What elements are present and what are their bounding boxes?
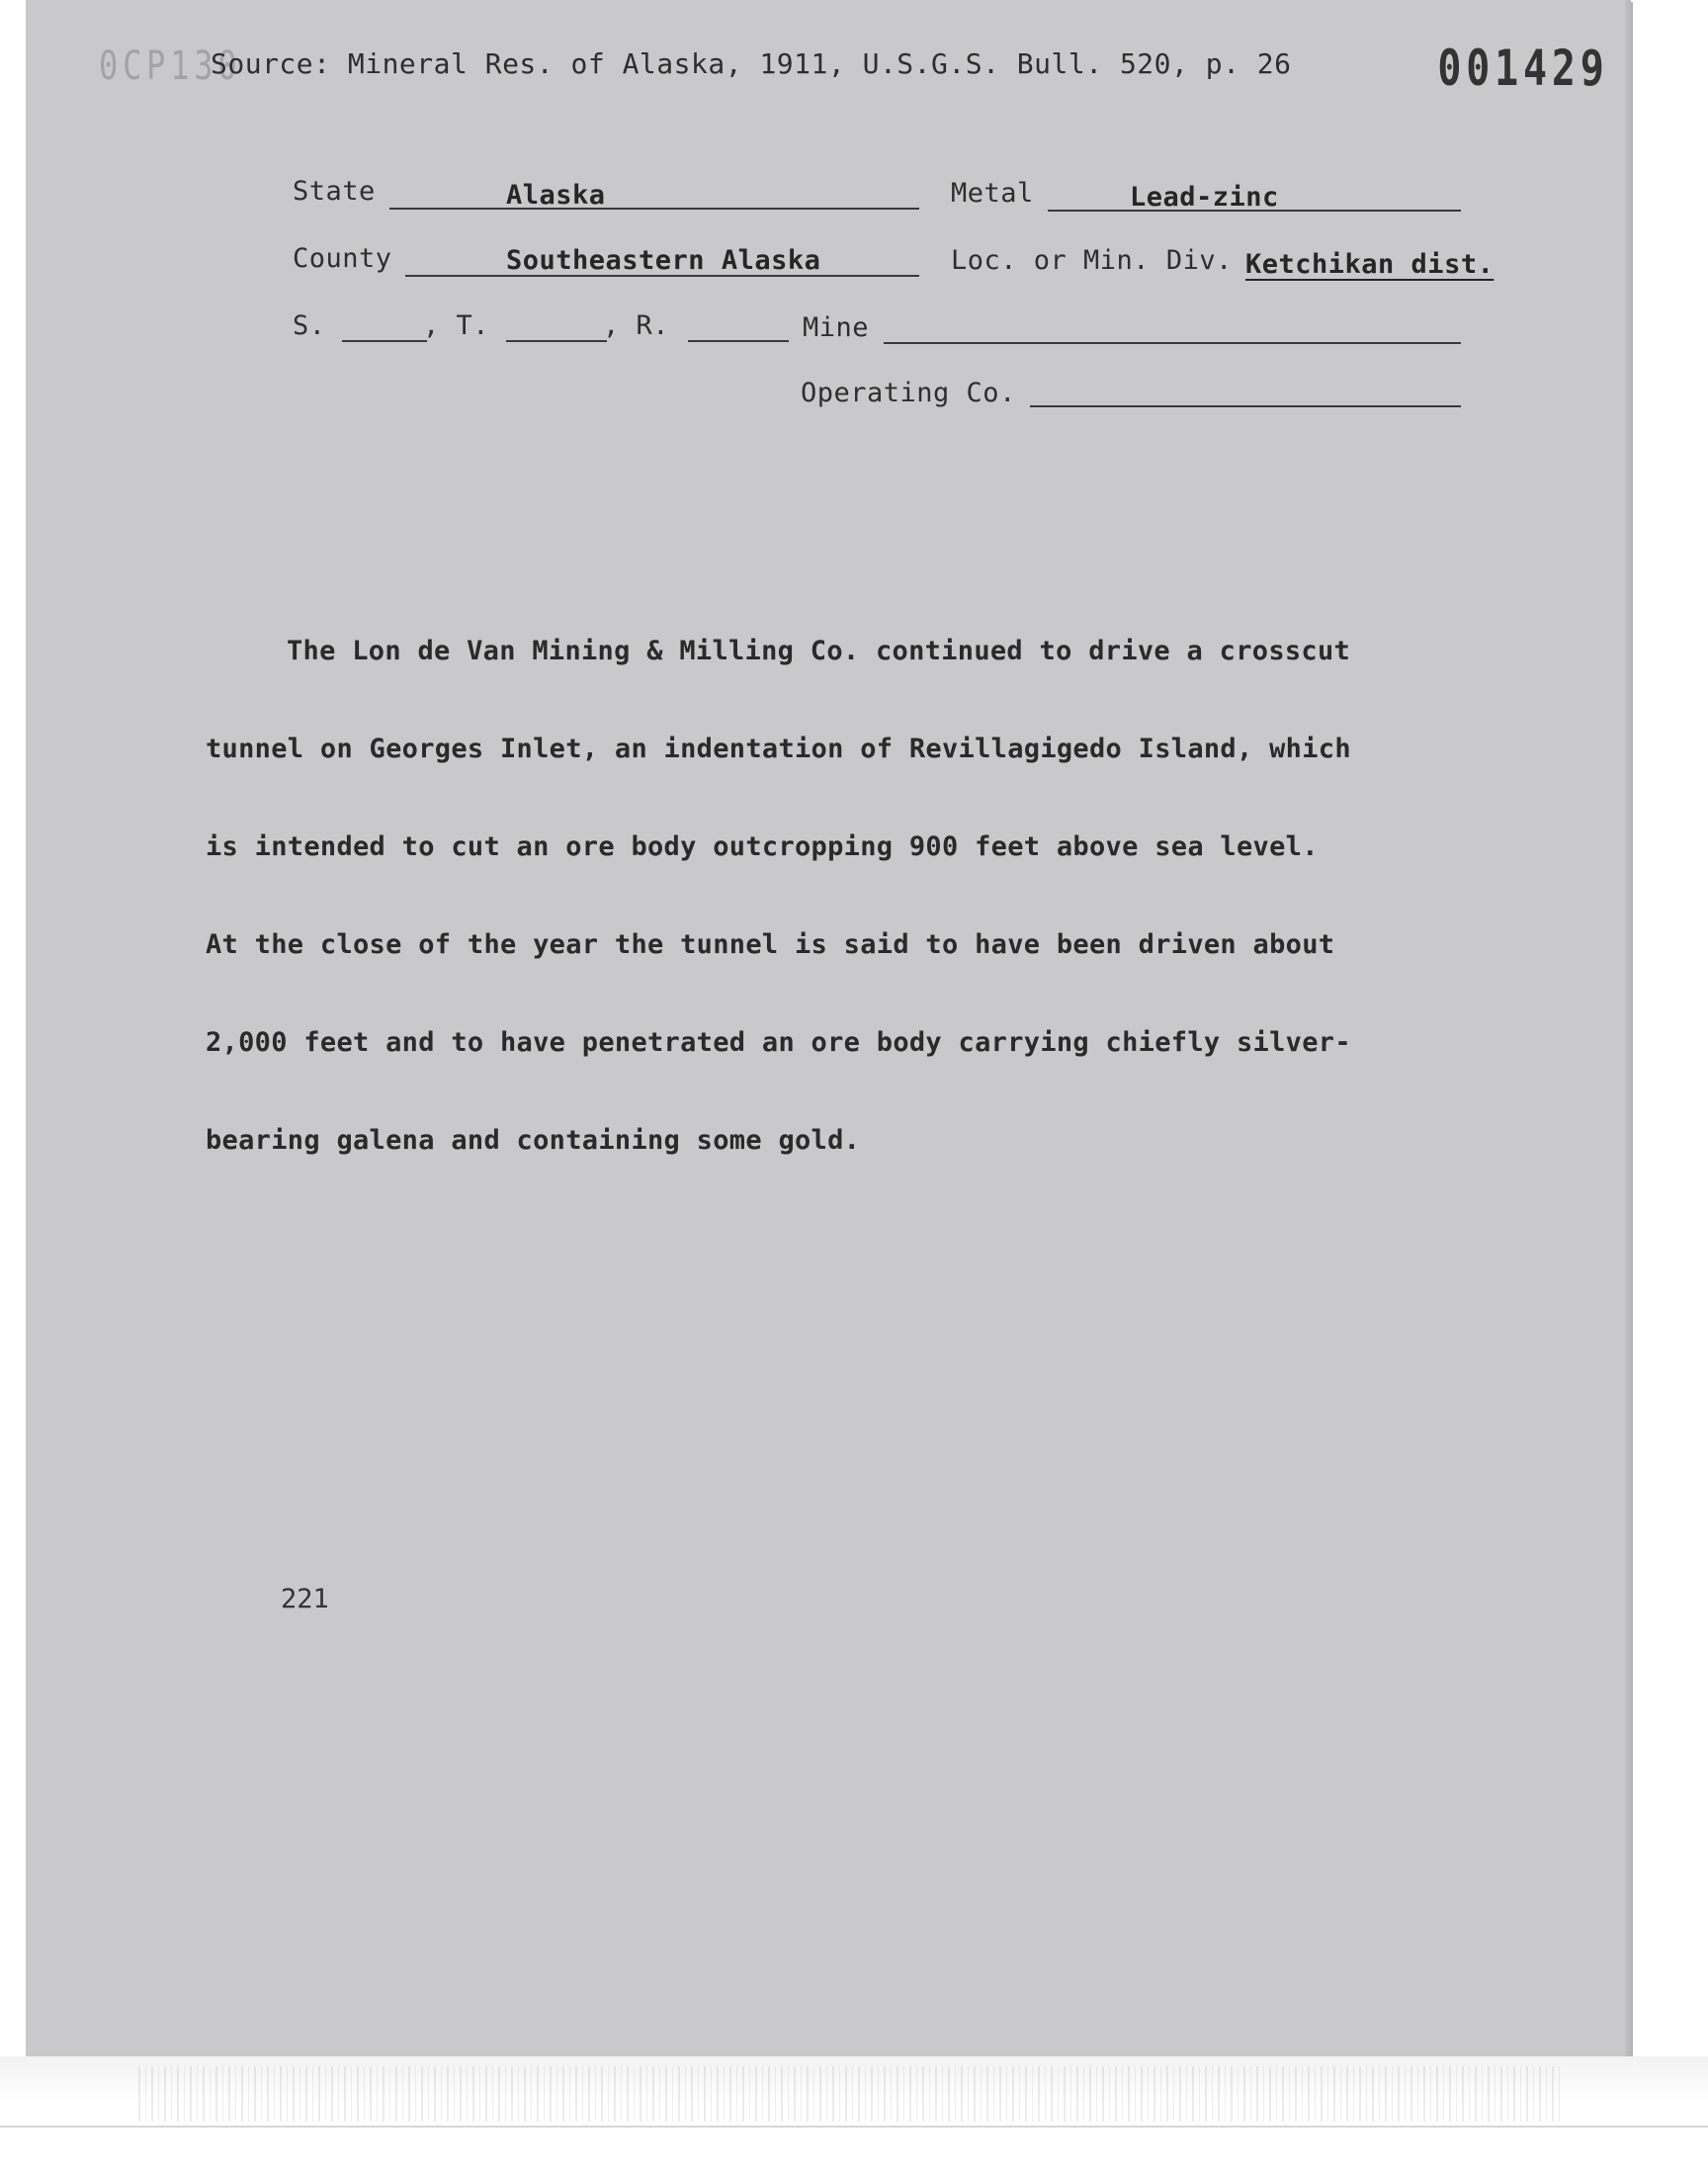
body-line: tunnel on Georges Inlet, an indentation of Revillagigedo Island, which xyxy=(206,734,1351,764)
range-label: , R. xyxy=(603,310,670,341)
locdiv-value: Ketchikan dist. xyxy=(1245,249,1494,280)
state-label: State xyxy=(293,176,376,207)
ghost-number: 0CP130 xyxy=(99,44,242,89)
body-line: 2,000 feet and to have penetrated an ore body carrying chiefly silver- xyxy=(206,1027,1351,1058)
township-rule xyxy=(506,340,607,342)
township-label: , T. xyxy=(423,310,490,341)
body-line: bearing galena and containing some gold. xyxy=(206,1125,861,1156)
body-line: At the close of the year the tunnel is said to have been driven about xyxy=(206,929,1335,960)
scan-edge-line xyxy=(0,2126,1708,2128)
metal-value: Lead-zinc xyxy=(1130,182,1279,213)
county-value: Southeastern Alaska xyxy=(506,245,821,276)
section-label: S. xyxy=(293,310,326,341)
state-rule xyxy=(389,208,919,210)
mine-rule xyxy=(884,342,1461,344)
range-rule xyxy=(688,340,789,342)
operating-rule xyxy=(1030,405,1461,407)
page-number: 221 xyxy=(281,1584,329,1614)
state-value: Alaska xyxy=(506,180,606,211)
county-label: County xyxy=(293,243,392,274)
stamp-number: 001429 xyxy=(1437,40,1609,97)
scan-artifact xyxy=(138,2066,1562,2122)
mine-label: Mine xyxy=(803,312,870,343)
body-line: is intended to cut an ore body outcropping 900 feet above sea level. xyxy=(206,831,1319,862)
operating-label: Operating Co. xyxy=(801,378,1016,408)
source-line: Source: Mineral Res. of Alaska, 1911, U.S.G.S. Bull. 520, p. 26 xyxy=(211,47,1292,80)
section-rule xyxy=(342,340,427,342)
locdiv-label: Loc. or Min. Div. xyxy=(951,245,1233,276)
body-line: The Lon de Van Mining & Milling Co. continued to drive a crosscut xyxy=(287,636,1351,666)
metal-label: Metal xyxy=(951,178,1034,209)
body-paragraph xyxy=(206,569,1392,1189)
